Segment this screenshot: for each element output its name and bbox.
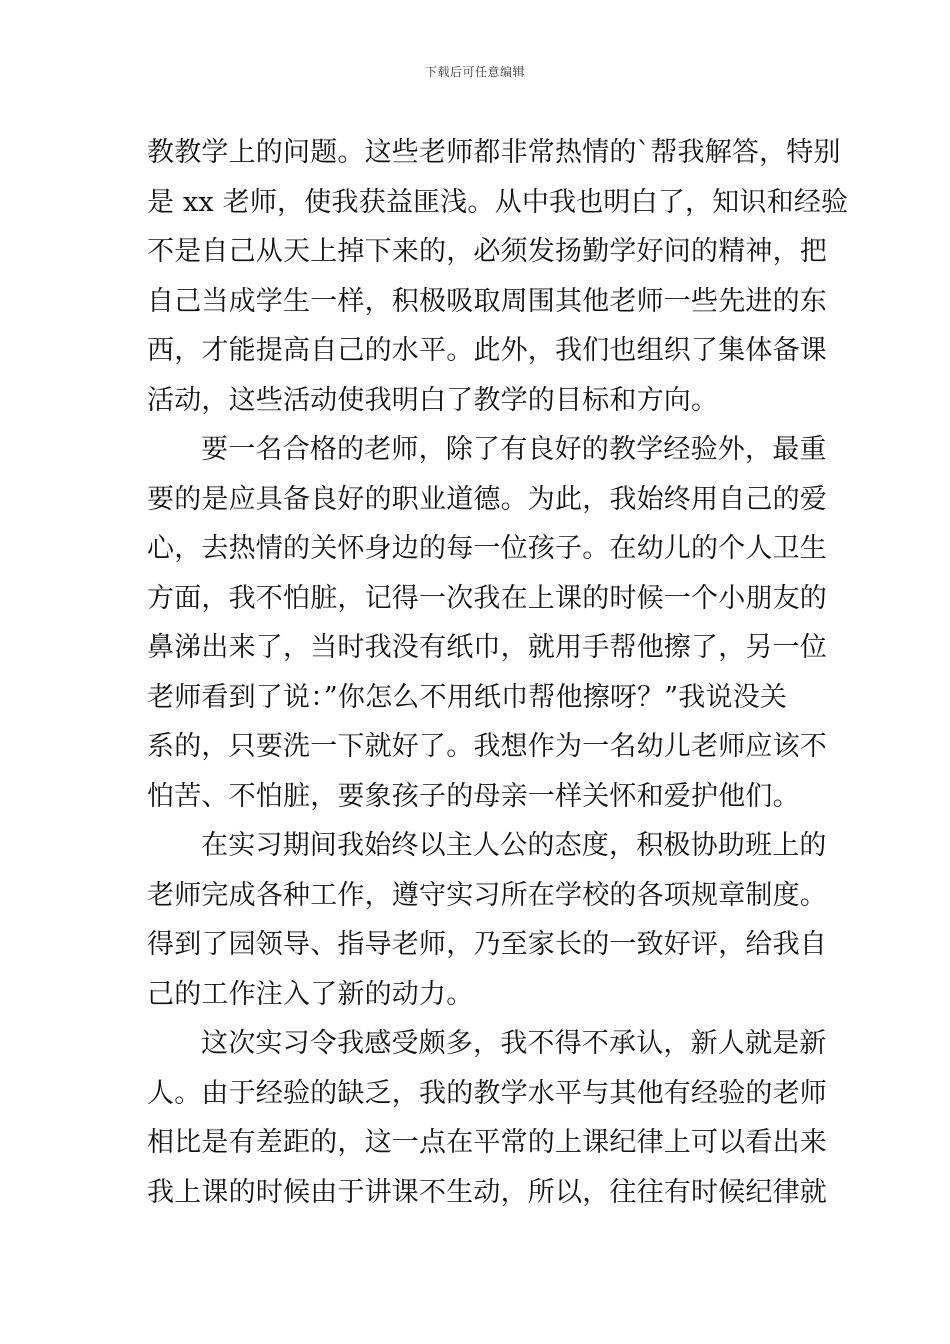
text-line: 教教学上的问题。这些老师都非常热情的`帮我解答，特别 <box>147 137 841 168</box>
text-line: 怕苦、不怕脏，要象孩子的母亲一样关怀和爱护他们。 <box>147 780 800 812</box>
text-line: 西，才能提高自己的水平。此外，我们也组织了集体备课 <box>147 335 827 366</box>
paragraph-start-line: 在实习期间我始终以主人公的态度，积极协助班上的 <box>201 830 827 861</box>
text-line: 得到了园领导、指导老师，乃至家长的一致好评，给我自 <box>147 929 827 960</box>
text-line: 我上课的时候由于讲课不生动，所以，往往有时候纪律就 <box>147 1176 827 1208</box>
text-line: 老师看到了说：”你怎么不用纸巾帮他擦呀？”我说没关 <box>147 681 788 713</box>
text-line: 不是自己从天上掉下来的，必须发扬勤学好问的精神，把 <box>147 236 827 267</box>
body-text <box>147 128 849 1217</box>
text-line: 系的，只要洗一下就好了。我想作为一名幼儿老师应该不 <box>147 731 827 762</box>
text-line: 老师完成各种工作，遵守实习所在学校的各项规章制度。 <box>147 879 827 911</box>
text-line: 是 xx 老师，使我获益匪浅。从中我也明白了，知识和经验 <box>147 186 849 218</box>
text-line: 相比是有差距的，这一点在平常的上课纪律上可以看出来 <box>147 1127 827 1158</box>
text-line: 心，去热情的关怀身边的每一位孩子。在幼儿的个人卫生 <box>147 533 827 564</box>
paragraph-start-line: 这次实习令我感受颇多，我不得不承认，新人就是新 <box>201 1028 827 1059</box>
text-line: 己的工作注入了新的动力。 <box>147 978 474 1010</box>
text-line: 人。由于经验的缺乏，我的教学水平与其他有经验的老师 <box>147 1077 827 1109</box>
text-line: 自己当成学生一样，积极吸取周围其他老师一些先进的东 <box>147 285 827 317</box>
paragraph-start-line: 要一名合格的老师，除了有良好的教学经验外，最重 <box>201 434 827 465</box>
text-line: 要的是应具备良好的职业道德。为此，我始终用自己的爱 <box>147 483 827 515</box>
text-line: 方面，我不怕脏，记得一次我在上课的时候一个小朋友的 <box>147 582 827 614</box>
page-header: 下载后可任意编辑 <box>424 65 525 79</box>
text-line: 鼻涕出来了，当时我没有纸巾，就用手帮他擦了，另一位 <box>147 632 827 663</box>
text-line: 活动，这些活动使我明白了教学的目标和方向。 <box>147 384 719 416</box>
